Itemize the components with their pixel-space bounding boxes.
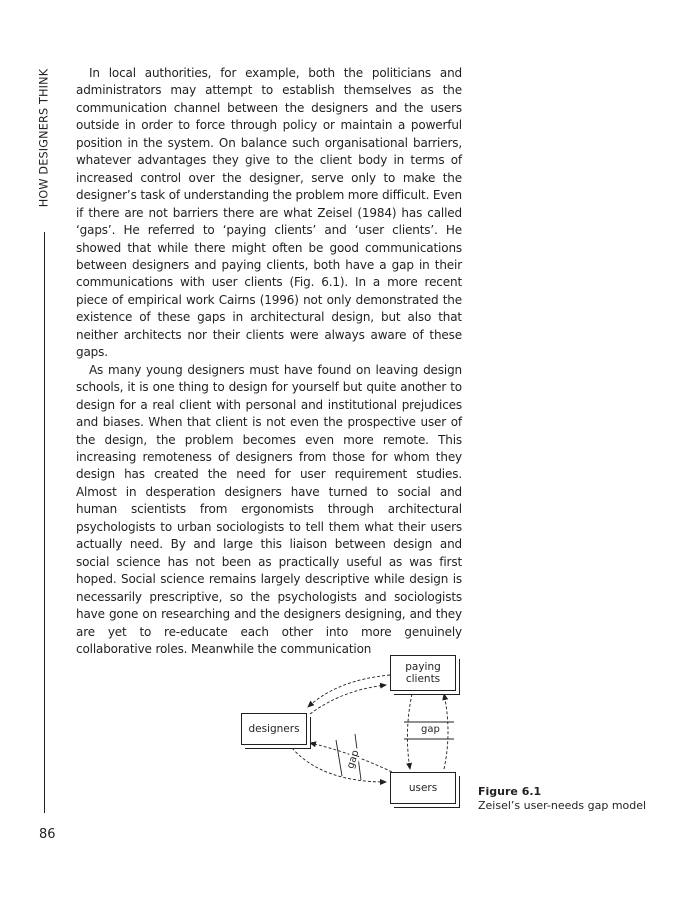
running-head: [33, 70, 55, 205]
arrow-designers-to-paying: [310, 685, 386, 714]
designers-box: [241, 713, 307, 745]
arrow-designers-to-users: [292, 748, 386, 782]
body-text: [76, 65, 462, 658]
paying-clients-box: [390, 655, 456, 691]
users-label: users: [408, 782, 438, 794]
paragraph-2: As many young designers must have found on leaving design schools, it is one thing to design for yourself but quite another to design for a real client with personal and institutional prejudices and biases. When that client is not even the prospective user of the design, the problem becomes even more remote. This increasing remoteness of designers from those for whom they design has created the need for user requirement studies. Almost in desperation designers have turned to social and human scientists from ergonomists through architectural psychologists to urban sociologists to tell them what their users actually need. By and large this liaison between design and social science has not been as practically useful as was first hoped. Social science remains largely descriptive while design is necessarily prescriptive, so the psychologists and sociologists have gone on researching and the designers designing, and they are yet to re-educate each other into more genuinely collaborative roles. Meanwhile the communication: [76, 362, 462, 656]
gap-label-diagonal: gap: [345, 748, 362, 771]
margin-rule: [44, 232, 45, 813]
arrow-paying-to-designers: [308, 675, 390, 707]
arrow-users-to-paying-right: [444, 694, 448, 769]
figure-number: Figure 6.1: [478, 785, 542, 798]
paragraph-1: In local authorities, for example, both the politicians and administrators may attempt to establish themselves as the communication channel between the designers and the users outside in order to force through policy or maintain a powerful position in the system. On balance such organisational barriers, whatever advantages they give to the client body in terms of increased control over the designer, serve only to make the designer’s task of understanding the problem more difficult. Even if there are not barriers there are what Zeisel (1984) has called ‘gaps’. He referred to ‘paying clients’ and ‘user clients’. He showed that while there might often be good communications between designers and paying clients, both have a gap in their communications with user clients (Fig. 6.1). In a more recent piece of empirical work Cairns (1996) not only demonstrated the existence of these gaps in architectural design, but also that neither architects nor their clients were always aware of these gaps.: [76, 66, 462, 360]
running-head-text: HOW DESIGNERS THINK: [37, 68, 51, 207]
arrow-paying-to-users-left: [407, 694, 412, 769]
figure-6-1: [232, 652, 470, 812]
gap-diagonal-rule-left: [336, 740, 342, 776]
paying-clients-label: paying clients: [405, 661, 441, 685]
figure-caption: [478, 785, 646, 813]
page-number: 86: [39, 827, 56, 842]
users-box: [390, 772, 456, 804]
designers-label: designers: [248, 723, 300, 735]
gap-label-right: gap: [421, 724, 440, 735]
figure-caption-text: Zeisel’s user-needs gap model: [478, 799, 647, 812]
